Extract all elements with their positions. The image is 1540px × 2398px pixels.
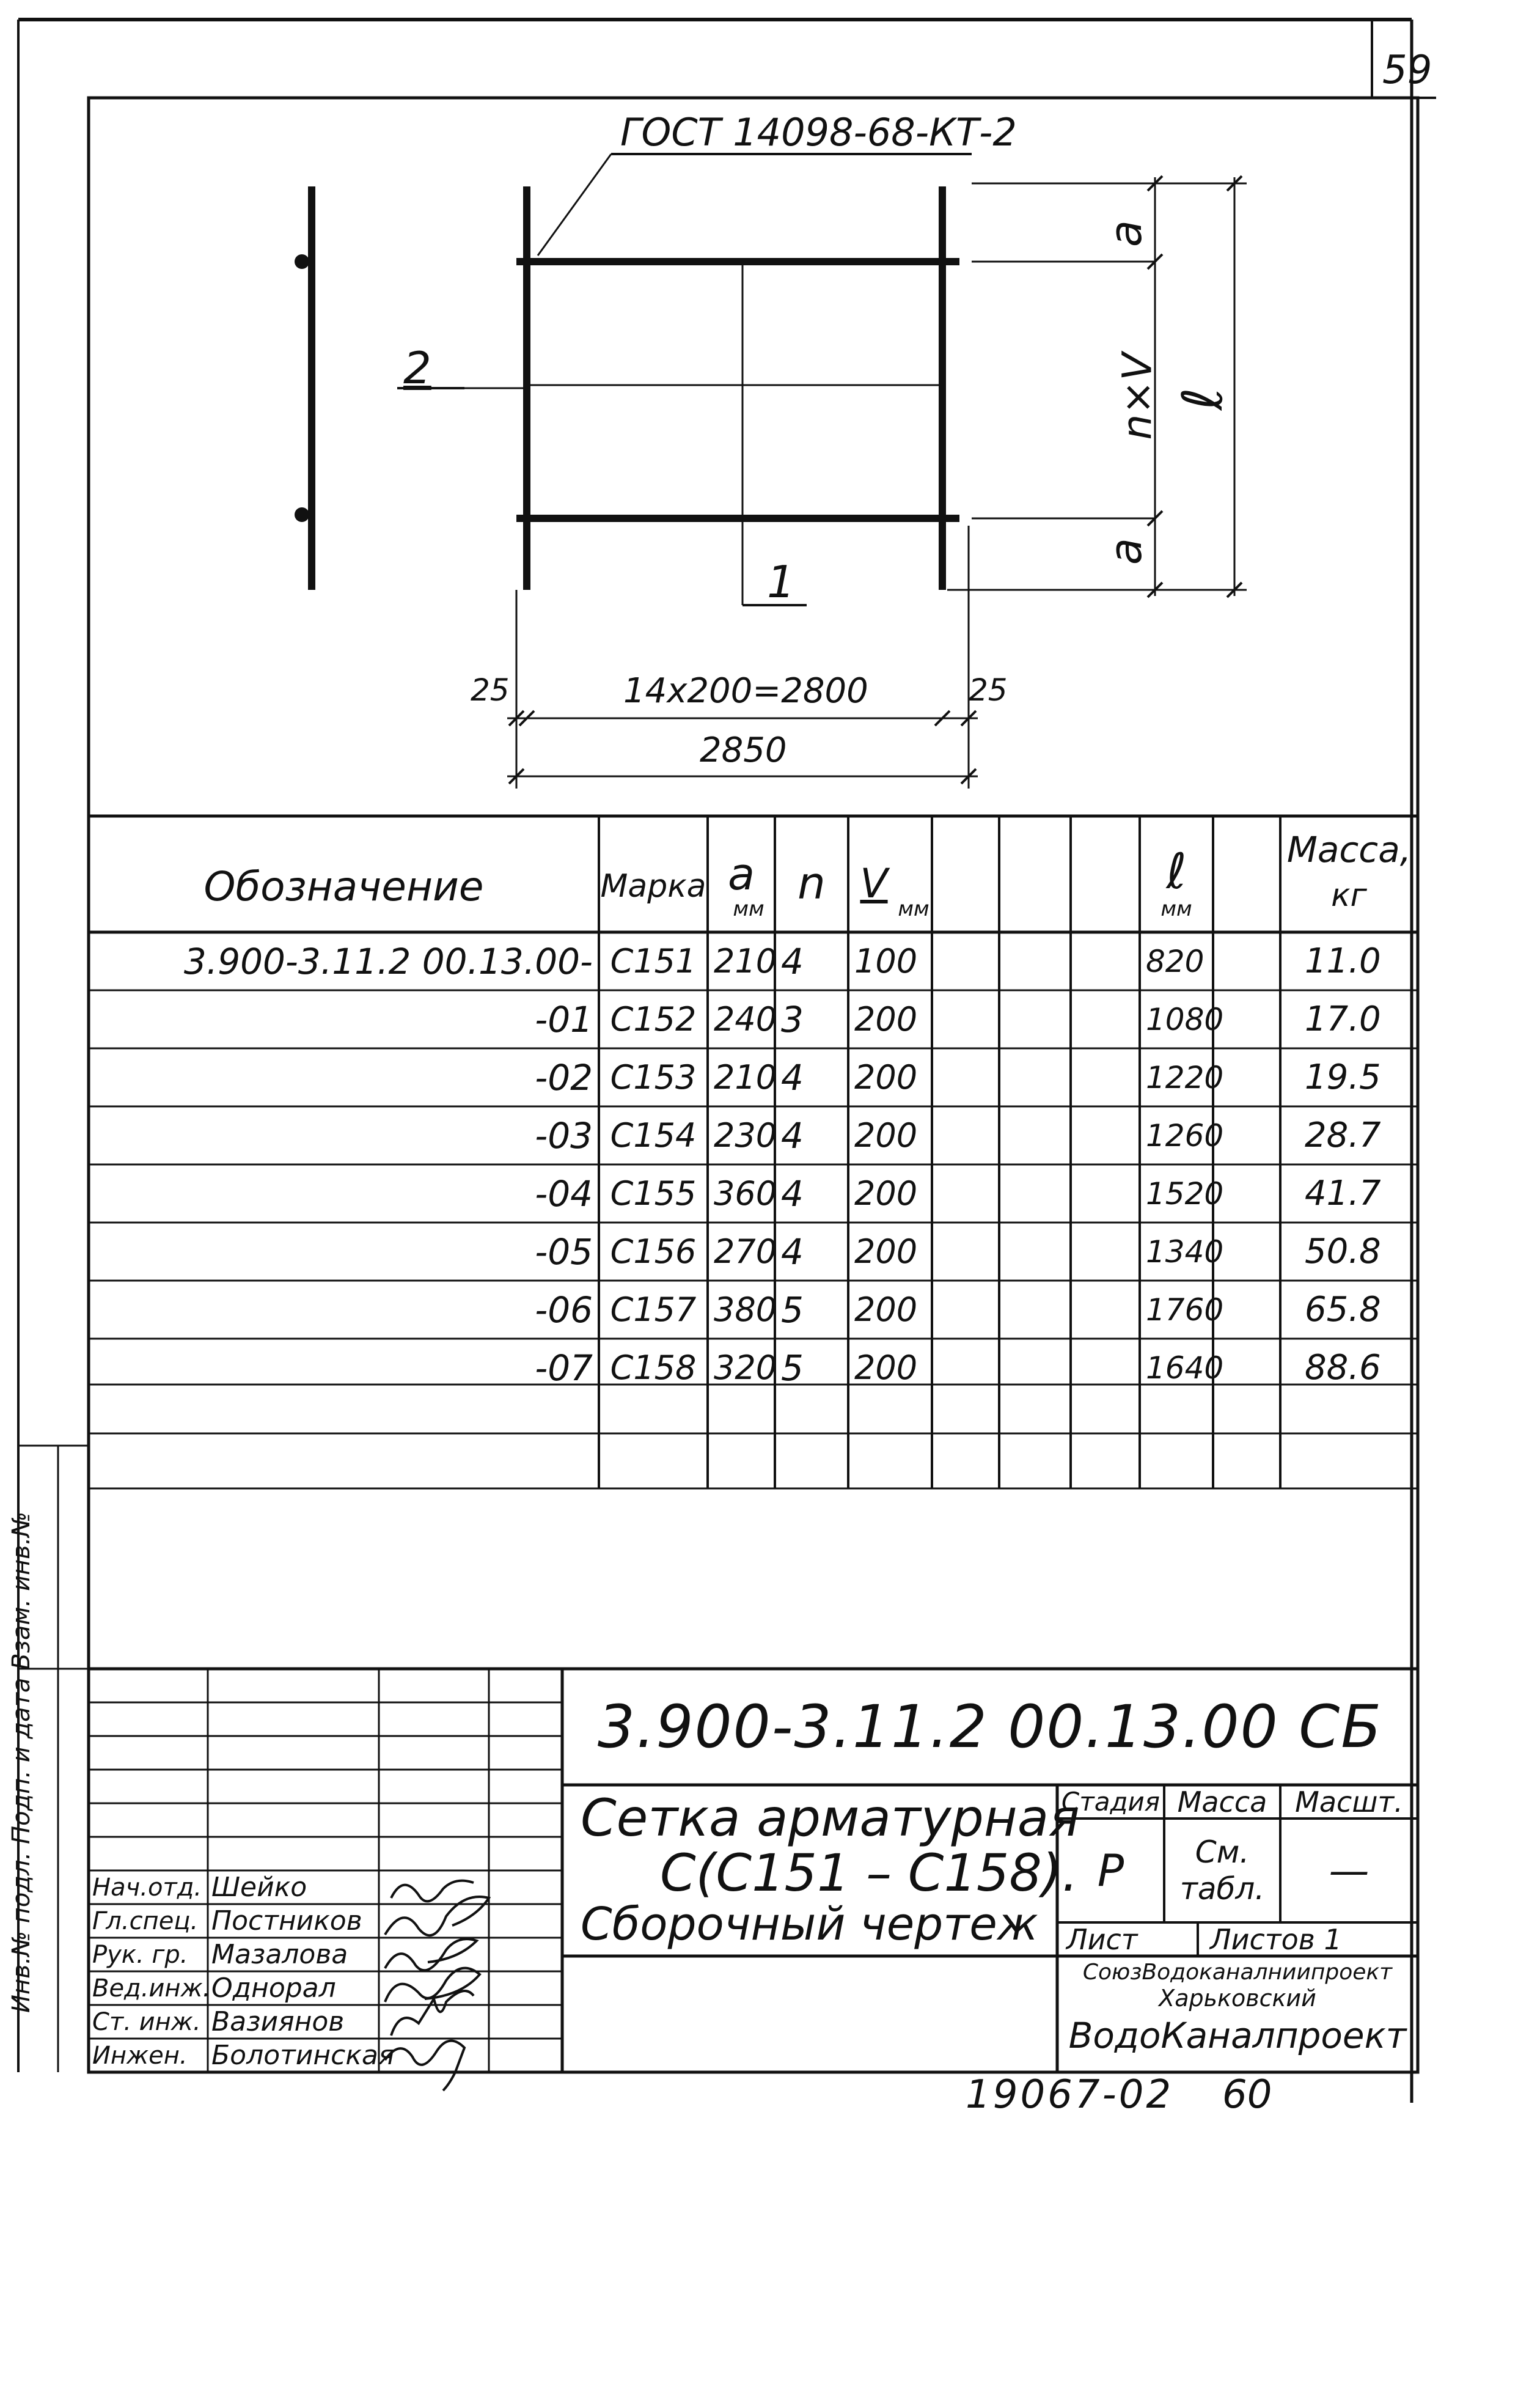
mass-value: См. табл. [1179,1834,1265,1907]
cell-l: 1640 [1146,1350,1224,1386]
cell-v: 200 [854,1174,918,1213]
sheet-label: Лист [1066,1922,1138,1956]
dim-l: ℓ [1171,387,1236,411]
header-a-unit: мм [733,897,765,921]
header-a: a [727,848,755,900]
header-designation: Обозначение [204,862,484,910]
cell-l: 1760 [1146,1292,1224,1328]
cell-v: 200 [854,1348,918,1387]
header-l: ℓ [1166,842,1187,900]
stage-value: Р [1097,1845,1124,1896]
header-n: n [798,858,826,909]
signer-role: Инжен. [92,2041,188,2070]
title-line-3: Сборочный чертеж [581,1898,1038,1951]
signer-role: Рук. гр. [92,1940,188,1969]
cell-designation: -04 [535,1172,593,1215]
page-number: 59 [1382,48,1432,93]
signer-role: Гл.спец. [92,1907,199,1935]
signer-name: Вазиянов [211,2006,345,2037]
header-l-unit: мм [1160,897,1192,921]
cell-a: 320 [714,1348,777,1387]
title-line-1: Сетка арматурная [581,1788,1080,1848]
cell-mark: C151 [610,942,697,980]
callout-2: 2 [403,342,431,394]
cell-mass: 50.8 [1305,1232,1381,1271]
cell-l: 1340 [1146,1234,1224,1270]
org-line-3: ВодоКаналпроект [1068,2015,1407,2056]
cell-a: 380 [714,1290,777,1329]
signer-role: Ст. инж. [92,2007,201,2036]
header-mass-unit: кг [1331,877,1367,914]
cell-v: 200 [854,1232,918,1271]
cell-designation: -02 [535,1056,593,1098]
signer-name: Постников [211,1905,362,1936]
cell-a: 360 [714,1174,777,1213]
dim-right-offset: 25 [969,672,1008,708]
dim-left-offset: 25 [471,672,510,708]
mass-label: Масса [1177,1785,1267,1819]
doc-code: 3.900-3.11.2 00.13.00 СБ [597,1693,1383,1761]
signer-name: Однорал [211,1973,336,2004]
cell-n: 4 [781,1172,804,1215]
cell-v: 200 [854,1058,918,1097]
sheets-count: Листов 1 [1210,1922,1342,1956]
cell-a: 210 [714,1058,777,1097]
archive-page: 60 [1222,2072,1272,2117]
signer-name: Мазалова [211,1939,348,1970]
cell-mass: 88.6 [1305,1348,1381,1388]
cell-a: 270 [714,1232,777,1271]
cell-v: 200 [854,1000,918,1039]
title-line-2: C(C151 – C158). [660,1843,1079,1903]
cell-v: 200 [854,1116,918,1155]
dim-nxv: n×V [1113,353,1161,440]
cell-designation: -01 [535,998,593,1040]
cell-v: 200 [854,1290,918,1329]
header-mark: Марка [600,868,706,905]
cell-v: 100 [854,942,918,980]
signer-name: Болотинская [211,2040,395,2071]
cell-n: 5 [781,1347,804,1389]
cell-l: 1260 [1146,1117,1224,1153]
dim-total: 2850 [700,730,787,770]
cell-a: 230 [714,1116,777,1155]
dim-a-top: a [1100,219,1152,248]
dim-spacing: 14x200=2800 [623,671,868,711]
cell-designation: -07 [535,1347,593,1389]
cell-a: 240 [714,1000,777,1039]
stage-label: Стадия [1061,1787,1160,1817]
cell-a: 210 [714,942,777,980]
header-v: V [860,859,888,907]
archive-number: 19067-02 [966,2072,1174,2117]
cell-l: 1520 [1146,1175,1224,1212]
dim-a-bottom: a [1100,537,1152,565]
cell-n: 4 [781,940,804,982]
cell-l: 1080 [1146,1001,1224,1037]
cell-n: 5 [781,1289,804,1331]
cell-designation: -06 [535,1289,593,1331]
org-line-2: Харьковский [1159,1985,1316,2012]
cell-mark: C154 [610,1116,697,1155]
scale-value: — [1329,1847,1370,1894]
cell-n: 4 [781,1230,804,1273]
side-strip-label: Инв.№ подл. Подп. и дата Взам. инв.№ [7,1511,35,2014]
cell-mass: 11.0 [1305,941,1381,981]
cell-n: 4 [781,1114,804,1157]
header-v-unit: мм [898,897,930,921]
cell-l: 1220 [1146,1059,1224,1095]
cell-mark: C155 [610,1174,697,1213]
cell-mark: C157 [610,1290,697,1329]
signer-role: Нач.отд. [92,1873,202,1902]
cell-l: 820 [1146,943,1204,979]
gost-label: ГОСТ 14098-68-КТ-2 [620,110,1017,155]
cell-designation: 3.900-3.11.2 00.13.00- [183,940,593,982]
cell-mass: 28.7 [1305,1116,1381,1155]
cell-designation: -03 [535,1114,593,1157]
signer-name: Шейко [211,1872,307,1903]
org-line-1: СоюзВодоканалниипроект [1082,1959,1393,1985]
cell-designation: -05 [535,1230,593,1273]
cell-mark: C152 [610,1000,697,1039]
cell-n: 4 [781,1056,804,1098]
scale-label: Масшт. [1295,1785,1403,1819]
cell-mass: 65.8 [1305,1290,1381,1330]
header-mass: Масса, [1286,829,1412,870]
cell-mark: C156 [610,1232,697,1271]
cell-mass: 19.5 [1305,1057,1381,1097]
cell-mass: 41.7 [1305,1174,1381,1213]
cell-mark: C158 [610,1348,697,1387]
signer-role: Вед.инж. [92,1974,211,2003]
cell-mark: C153 [610,1058,697,1097]
cell-n: 3 [781,998,804,1040]
cell-mass: 17.0 [1305,999,1381,1039]
callout-1: 1 [767,556,795,608]
